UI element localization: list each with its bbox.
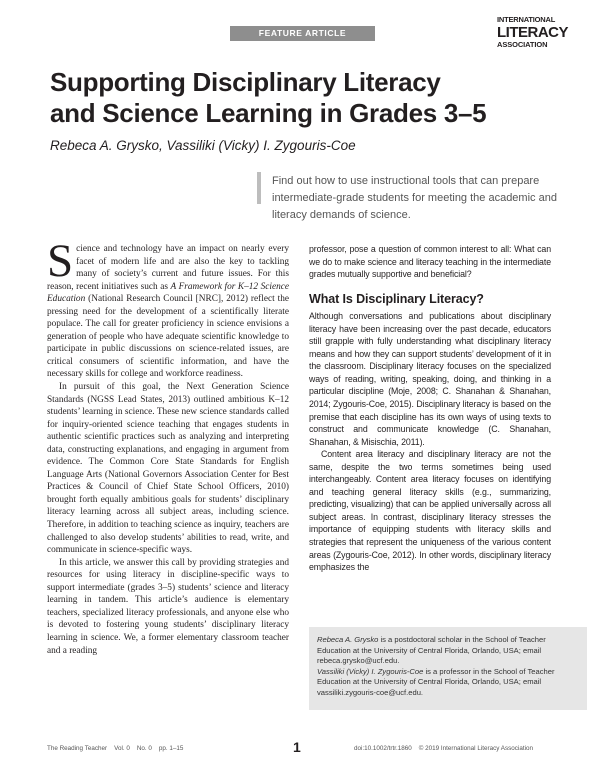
- section-heading: What Is Disciplinary Literacy?: [309, 291, 484, 306]
- bio-text: is a postdoctoral scholar in the School of Teacher Education at the University of Central Florida, Orlando, USA; email rebeca.grysko@ucf.edu.: [317, 635, 546, 665]
- article-authors: Rebeca A. Grysko, Vassiliki (Vicky) I. Zygouris-Coe: [50, 138, 356, 153]
- ila-logo: [497, 16, 567, 48]
- paragraph: professor, pose a question of common interest to all: What can we do to make science and literacy teaching in the intermediate grades mutually supportive and beneficial?: [309, 244, 551, 280]
- paragraph-text: (National Research Council [NRC], 2012) reflect the pressing need for the development of a scientifically literate populace. The call for greater proficiency in science envisions a generation of people who have adequate scientific knowledge to participate in public discussions on science-related issues, are critical consumers of scientific information, and have the necessary skills for college and workforce readiness.: [47, 294, 289, 380]
- pages: pp. 1–15: [158, 745, 184, 752]
- bio-text: is a professor in the School of Teacher Education at the University of Central Florida, Orlando, USA; email vassiliki.zygouris-coe@ucf.edu.: [317, 666, 555, 697]
- footer-doi-copyright: [354, 745, 533, 752]
- paragraph: Content area literacy and disciplinary literacy are not the same, despite the two terms sometimes being used interchangeably. Content area literacy focuses on identifying and teaching general literacy skills (e.g., summarizing, predicting, visualizing) that can be applied universally across all subject areas. In contrast, disciplinary literacy stresses the importance of equipping students with literacy skills and strategies that represent the uniqueness of the various content areas (Zygouris-Coe, 2012). In other words, disciplinary literacy emphasizes the: [309, 449, 551, 573]
- paragraph-text: cience and technology have an impact on nearly every facet of modern life and are also the key to tackling many of society’s current and future issues. For this reason, recent initiatives such as: [47, 244, 289, 292]
- framework-citation: A Framework for K–12 Science Education: [47, 281, 289, 305]
- bio-name: Vassiliki (Vicky) I. Zygouris-Coe: [317, 666, 424, 676]
- copyright: © 2019 International Literacy Association: [418, 745, 533, 752]
- body-column-right: [309, 243, 551, 574]
- paragraph: [47, 235, 289, 381]
- logo-line-3: ASSOCIATION: [497, 39, 548, 49]
- paragraph: Although conversations and publications about disciplinary literacy have been increasing over the past decade, educators still grapple with fully understanding what disciplinary literacy means and how they can support students’ development of it in the classroom. Disciplinary literacy focuses on the specialized ways of reading, writing, speaking, doing, and thinking in a particular discipline (Moje, 2008; C. Shanahan & Shanahan, 2014; Zygouris-Coe, 2015). Disciplinary literacy is based on the premise that each discipline has its own ways of using texts to construct and communicate knowledge (C. Shanahan, Shanahan, & Misischia, 2011).: [309, 311, 551, 447]
- paragraph: In pursuit of this goal, the Next Generation Science Standards (NGSS Lead States, 2013) outlined ambitious K–12 students’ learning in science. These new science standards called for inquiry-oriented science teaching that engages students in authentic scientific practices such as analyzing and interpreting data, constructing explanations, and engaging in argument from evidence. The Common Core State Standards for English Language Arts (National Governors Association Center for Best Practices & Council of Chief State School Officers, 2010) brought forth equally ambitious goals for students’ disciplinary literacy learning across all subject areas, including science. Therefore, in addition to teaching science as inquiry, teachers are challenged to also develop students’ abilities to read, write, and communicate in science-specific ways.: [47, 382, 289, 556]
- logo-line-2: LITERACY: [497, 23, 568, 41]
- doi: doi:10.1002/trtr.1860: [354, 745, 412, 752]
- volume: Vol. 0: [114, 745, 130, 752]
- title-line-1: Supporting Disciplinary Literacy: [50, 67, 441, 97]
- pullquote-text: Find out how to use instructional tools that can prepare intermediate-grade students for meeting the academic and literacy demands of science.: [272, 175, 557, 221]
- bio-1: [317, 635, 579, 667]
- drop-cap: S: [47, 235, 74, 287]
- page-number: 1: [293, 739, 301, 755]
- paragraph: In this article, we answer this call by providing strategies and resources for using literacy in discipline-specific ways to support intermediate (grades 3–5) students’ science and literacy learning in tandem. This article’s audience is elementary teachers, specialized literacy professionals, and anyone else who is devoted to fostering young students’ disciplinary literacy learning in science. We, a former elementary classroom teacher and a reading: [47, 557, 289, 656]
- title-line-2: and Science Learning in Grades 3–5: [50, 98, 487, 128]
- journal-name: The Reading Teacher: [47, 745, 108, 752]
- bio-name: Rebeca A. Grysko: [317, 635, 379, 644]
- issue: No. 0: [136, 745, 152, 752]
- footer-journal-info: [47, 745, 190, 752]
- bio-2: [317, 667, 579, 699]
- body-column-left: [47, 235, 289, 657]
- author-bio-box: [309, 627, 587, 710]
- logo-line-1: INTERNATIONAL: [497, 15, 556, 24]
- article-title: [50, 67, 570, 129]
- feature-article-banner: FEATURE ARTICLE: [230, 26, 375, 41]
